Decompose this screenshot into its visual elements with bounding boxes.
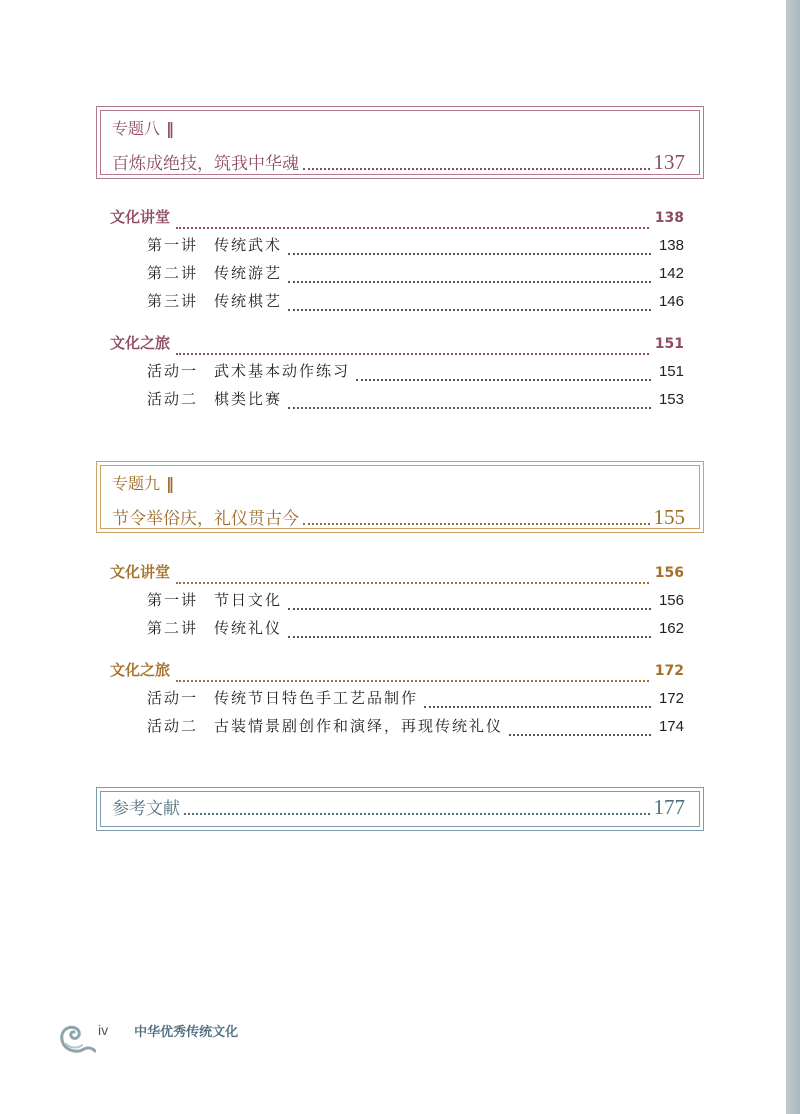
entry-title: 武术基本动作练习	[214, 362, 351, 380]
section-heading-text: 文化之旅	[110, 661, 171, 679]
entry-page: 146	[658, 293, 684, 310]
entry-page: 172	[658, 690, 684, 707]
leader-dots	[303, 523, 650, 525]
references-title: 参考文献	[112, 799, 180, 819]
entry-page: 162	[658, 620, 684, 637]
topic-9-section-lectures	[110, 561, 684, 645]
topic-8-section-activities	[110, 332, 684, 416]
entry-page: 174	[658, 718, 684, 735]
section-heading-text: 文化之旅	[110, 334, 171, 352]
section-heading[interactable]	[110, 206, 684, 234]
entry-number: 活动一	[147, 689, 199, 707]
leader-dots	[176, 353, 649, 355]
topic-8-title-row[interactable]	[112, 150, 685, 176]
leader-dots	[288, 636, 651, 638]
leader-dots	[176, 680, 649, 682]
section-page: 172	[654, 663, 684, 679]
section-heading-text: 文化讲堂	[110, 563, 171, 581]
topic-9-label-bars: ‖	[166, 474, 174, 493]
topic-9-title-row[interactable]	[112, 505, 685, 531]
topic-9-page: 155	[653, 505, 685, 529]
toc-entry[interactable]	[110, 290, 684, 318]
book-title: 中华优秀传统文化	[134, 1024, 239, 1040]
leader-dots	[184, 813, 650, 815]
entry-number: 第一讲	[147, 591, 199, 609]
page-number: iv	[98, 1022, 109, 1038]
topic-9-label-text: 专题九	[112, 474, 161, 493]
leader-dots	[356, 379, 651, 381]
entry-title: 传统棋艺	[214, 292, 283, 310]
entry-number: 活动一	[147, 362, 199, 380]
entry-number: 第一讲	[147, 236, 199, 254]
entry-number: 第二讲	[147, 264, 199, 282]
entry-number: 第二讲	[147, 619, 199, 637]
entry-page: 142	[658, 265, 684, 282]
topic-8-title: 百炼成绝技，筑我中华魂	[112, 154, 299, 174]
leader-dots	[176, 582, 649, 584]
topic-8-label-bars: ‖	[166, 119, 174, 138]
toc-entry[interactable]	[110, 715, 684, 743]
entry-page: 138	[658, 237, 684, 254]
entry-page: 153	[658, 391, 684, 408]
toc-entry[interactable]	[110, 687, 684, 715]
references-row[interactable]	[112, 795, 685, 821]
entry-page: 151	[658, 363, 684, 380]
leader-dots	[288, 407, 651, 409]
references-page: 177	[653, 795, 685, 819]
toc-entry[interactable]	[110, 262, 684, 290]
toc-entry[interactable]	[110, 589, 684, 617]
entry-title: 传统礼仪	[214, 619, 283, 637]
section-page: 156	[654, 565, 684, 581]
section-heading[interactable]	[110, 561, 684, 589]
leader-dots	[176, 227, 649, 229]
page-edge-bar	[786, 0, 800, 1114]
leader-dots	[288, 309, 651, 311]
entry-page: 156	[658, 592, 684, 609]
entry-title: 棋类比赛	[214, 390, 283, 408]
entry-title: 古装情景剧创作和演绎，再现传统礼仪	[214, 717, 504, 735]
topic-9-title: 节令举俗庆，礼仪贯古今	[112, 509, 299, 529]
toc-entry[interactable]	[110, 234, 684, 262]
entry-title: 节日文化	[214, 591, 283, 609]
topic-8-page: 137	[653, 150, 685, 174]
topic-9-section-activities	[110, 659, 684, 743]
toc-entry[interactable]	[110, 617, 684, 645]
leader-dots	[288, 253, 651, 255]
section-page: 138	[654, 210, 684, 226]
entry-number: 活动二	[147, 717, 199, 735]
topic-9-box[interactable]	[96, 461, 704, 533]
topic-8-label	[112, 118, 685, 140]
topic-8-box[interactable]	[96, 106, 704, 179]
toc-entry[interactable]	[110, 388, 684, 416]
leader-dots	[288, 608, 651, 610]
section-heading-text: 文化讲堂	[110, 208, 171, 226]
leader-dots	[288, 281, 651, 283]
section-heading[interactable]	[110, 659, 684, 687]
cloud-swirl-icon	[58, 1018, 96, 1058]
leader-dots	[509, 734, 651, 736]
entry-title: 传统游艺	[214, 264, 283, 282]
toc-entry[interactable]	[110, 360, 684, 388]
entry-number: 第三讲	[147, 292, 199, 310]
leader-dots	[424, 706, 651, 708]
references-box[interactable]	[96, 787, 704, 831]
entry-title: 传统节日特色手工艺品制作	[214, 689, 419, 707]
leader-dots	[303, 168, 650, 170]
page-footer	[58, 1018, 238, 1058]
entry-number: 活动二	[147, 390, 199, 408]
section-page: 151	[654, 336, 684, 352]
topic-8-label-text: 专题八	[112, 119, 161, 138]
topic-9-label	[112, 473, 685, 495]
section-heading[interactable]	[110, 332, 684, 360]
entry-title: 传统武术	[214, 236, 283, 254]
topic-8-section-lectures	[110, 206, 684, 318]
